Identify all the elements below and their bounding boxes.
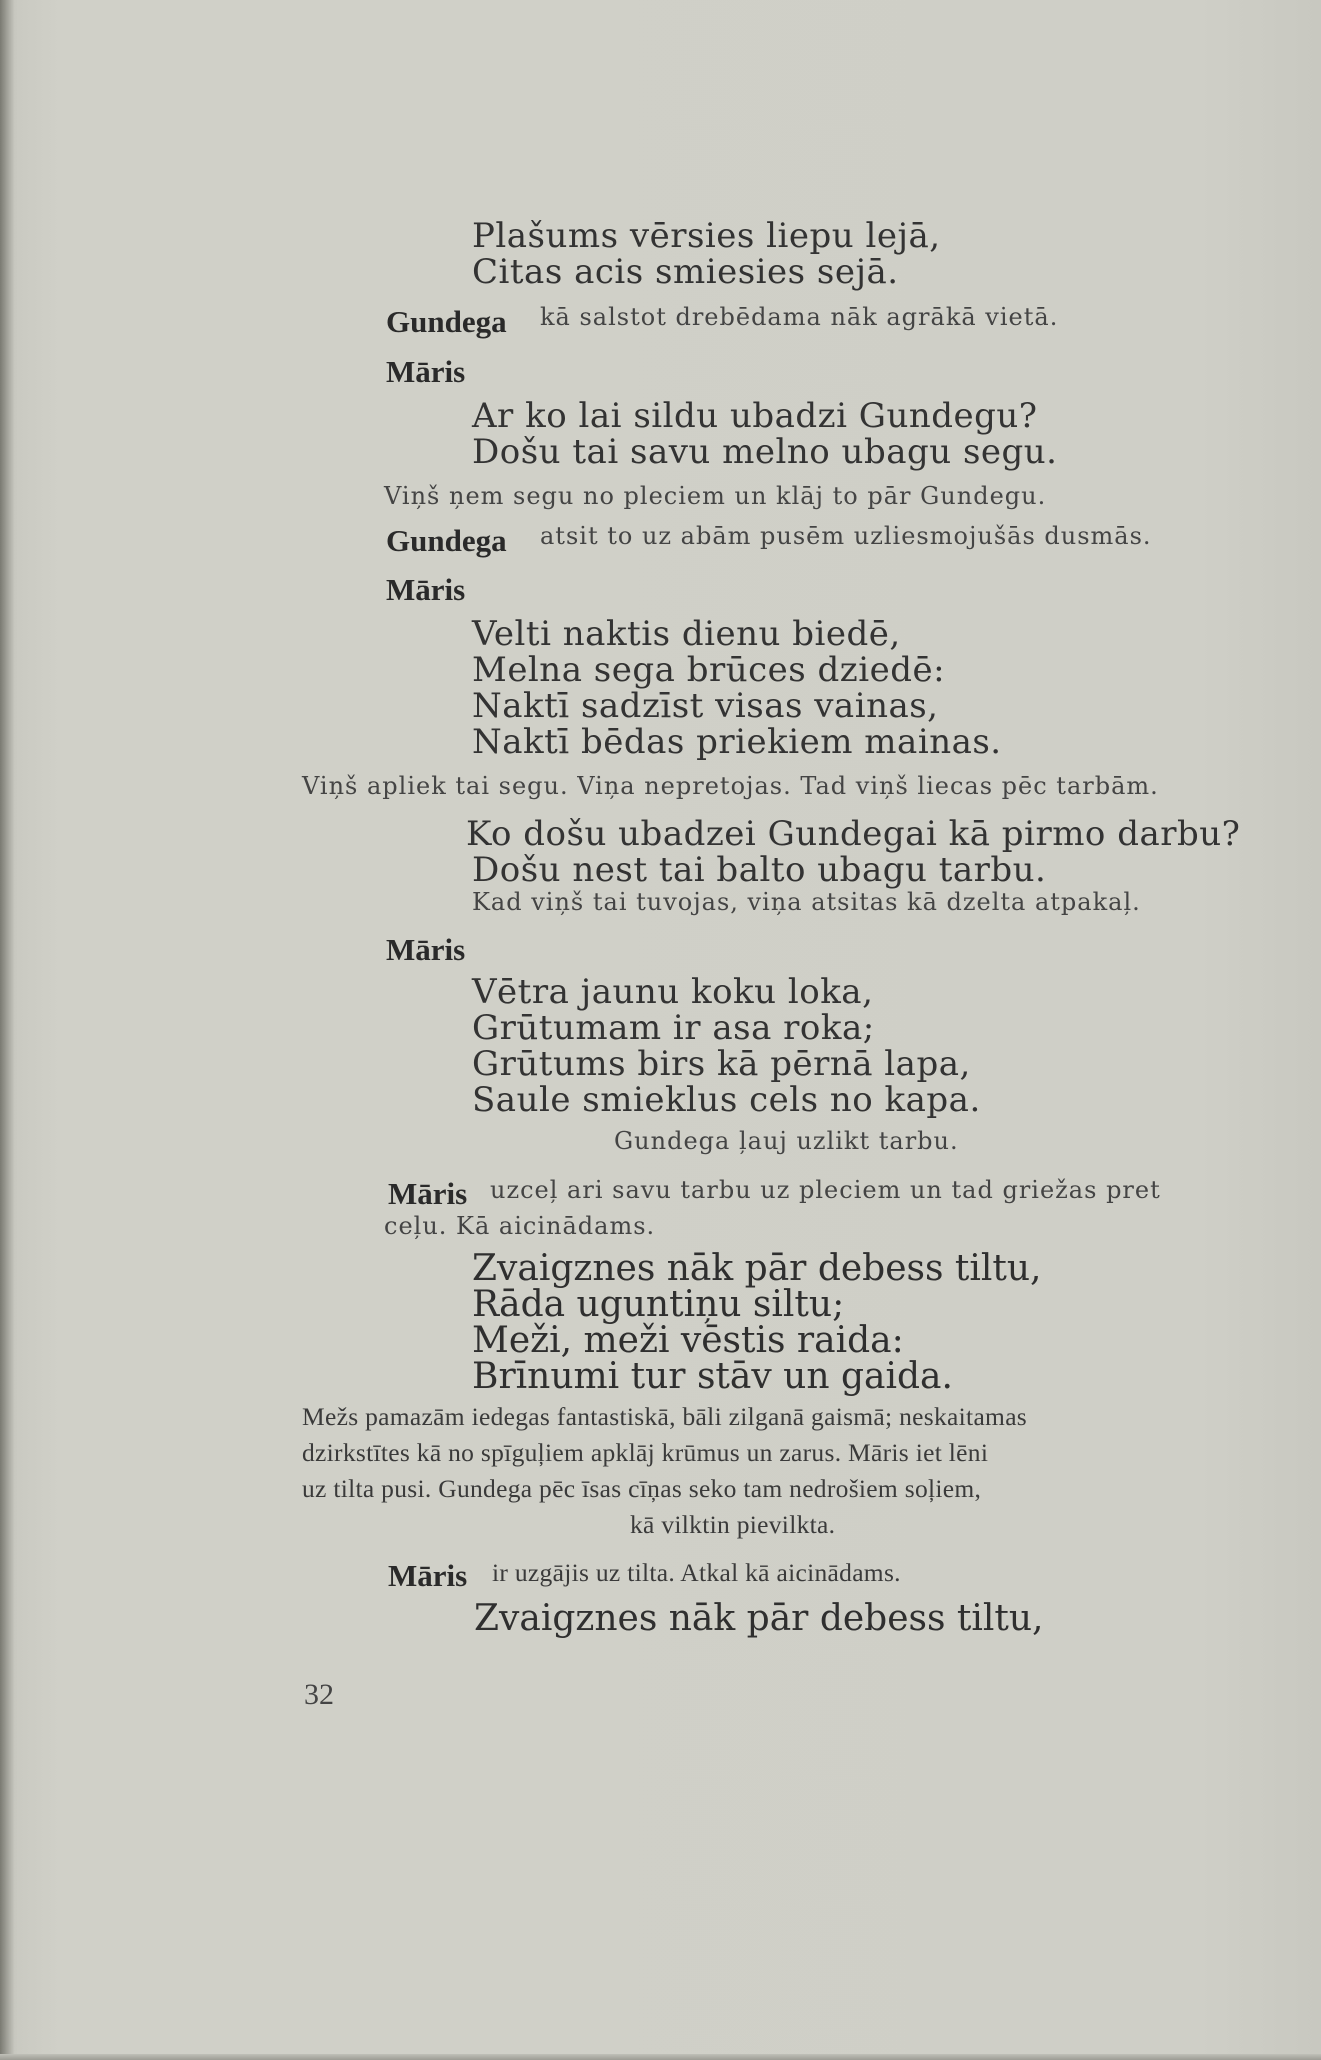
verse-line: Došu nest tai balto ubagu tarbu. [472, 850, 1047, 890]
page-number: 32 [304, 1678, 334, 1711]
stage-direction: Viņš apliek tai segu. Viņa nepretojas. Tad viņš liecas pēc tarbām. [302, 772, 1159, 800]
verse-line: Došu tai savu melno ubagu segu. [472, 432, 1058, 472]
stage-direction: Viņš ņem segu no pleciem un klāj to pār Gundegu. [384, 482, 1047, 510]
stage-direction: ceļu. Kā aicinādams. [384, 1212, 656, 1240]
stage-direction: kā salstot drebēdama nāk agrākā vietā. [540, 303, 1059, 331]
verse-line: Grūtums birs kā pērnā lapa, [472, 1044, 971, 1084]
verse-line: Meži, meži vēstis raida: [472, 1320, 904, 1361]
verse-line: Zvaigznes nāk pār debess tiltu, [472, 1248, 1042, 1289]
speaker-name: Māris [386, 932, 466, 967]
speaker-name: Gundega [386, 304, 507, 339]
prose-line: uz tilta pusi. Gundega pēc īsas cīņas seko tam nedrošiem soļiem, [302, 1474, 982, 1503]
speaker-name: Māris [386, 354, 466, 389]
verse-line: Zvaigznes nāk pār debess tiltu, [474, 1598, 1044, 1639]
verse-line: Naktī sadzīst visas vainas, [472, 686, 939, 726]
verse-line: Grūtumam ir asa roka; [472, 1008, 875, 1048]
verse-line: Rāda uguntiņu siltu; [472, 1284, 845, 1325]
stage-direction: Kad viņš tai tuvojas, viņa atsitas kā dzelta atpakaļ. [472, 888, 1141, 916]
verse-line: Naktī bēdas priekiem mainas. [472, 722, 1002, 762]
verse-line: Brīnumi tur stāv un gaida. [472, 1356, 953, 1397]
page-bottom-edge [0, 2054, 1321, 2060]
prose-line: Mežs pamazām iedegas fantastiskā, bāli zilganā gaismā; neskaitamas [302, 1402, 1028, 1431]
verse-line: Melna sega brūces dziedē: [472, 650, 946, 690]
verse-line: Saule smieklus cels no kapa. [472, 1080, 981, 1120]
verse-line: Ar ko lai sildu ubadzi Gundegu? [472, 396, 1038, 436]
speaker-name: Māris [388, 1176, 468, 1211]
stage-direction: Gundega ļauj uzlikt tarbu. [614, 1127, 959, 1155]
stage-direction: uzceļ ari savu tarbu uz pleciem un tad griežas pret [490, 1176, 1161, 1204]
speaker-name: Māris [386, 572, 466, 607]
verse-line: Vētra jaunu koku loka, [472, 972, 874, 1012]
verse-line: Velti naktis dienu biedē, [472, 614, 901, 654]
page-spine-shadow [0, 0, 14, 2060]
stage-direction: atsit to uz abām pusēm uzliesmojušās dusmās. [540, 522, 1152, 550]
speaker-name: Gundega [386, 523, 507, 558]
verse-line: Citas acis smiesies sejā. [472, 252, 899, 292]
verse-line: Plašums vērsies liepu lejā, [472, 216, 941, 256]
prose-line: dzirkstītes kā no spīguļiem apklāj krūmus un zarus. Māris iet lēni [302, 1438, 989, 1467]
speaker-name: Māris [388, 1558, 468, 1593]
prose-line: ir uzgājis uz tilta. Atkal kā aicinādams. [492, 1558, 901, 1587]
verse-line: Ko došu ubadzei Gundegai kā pirmo darbu? [466, 814, 1241, 854]
prose-line: kā vilktin pievilkta. [630, 1510, 836, 1539]
